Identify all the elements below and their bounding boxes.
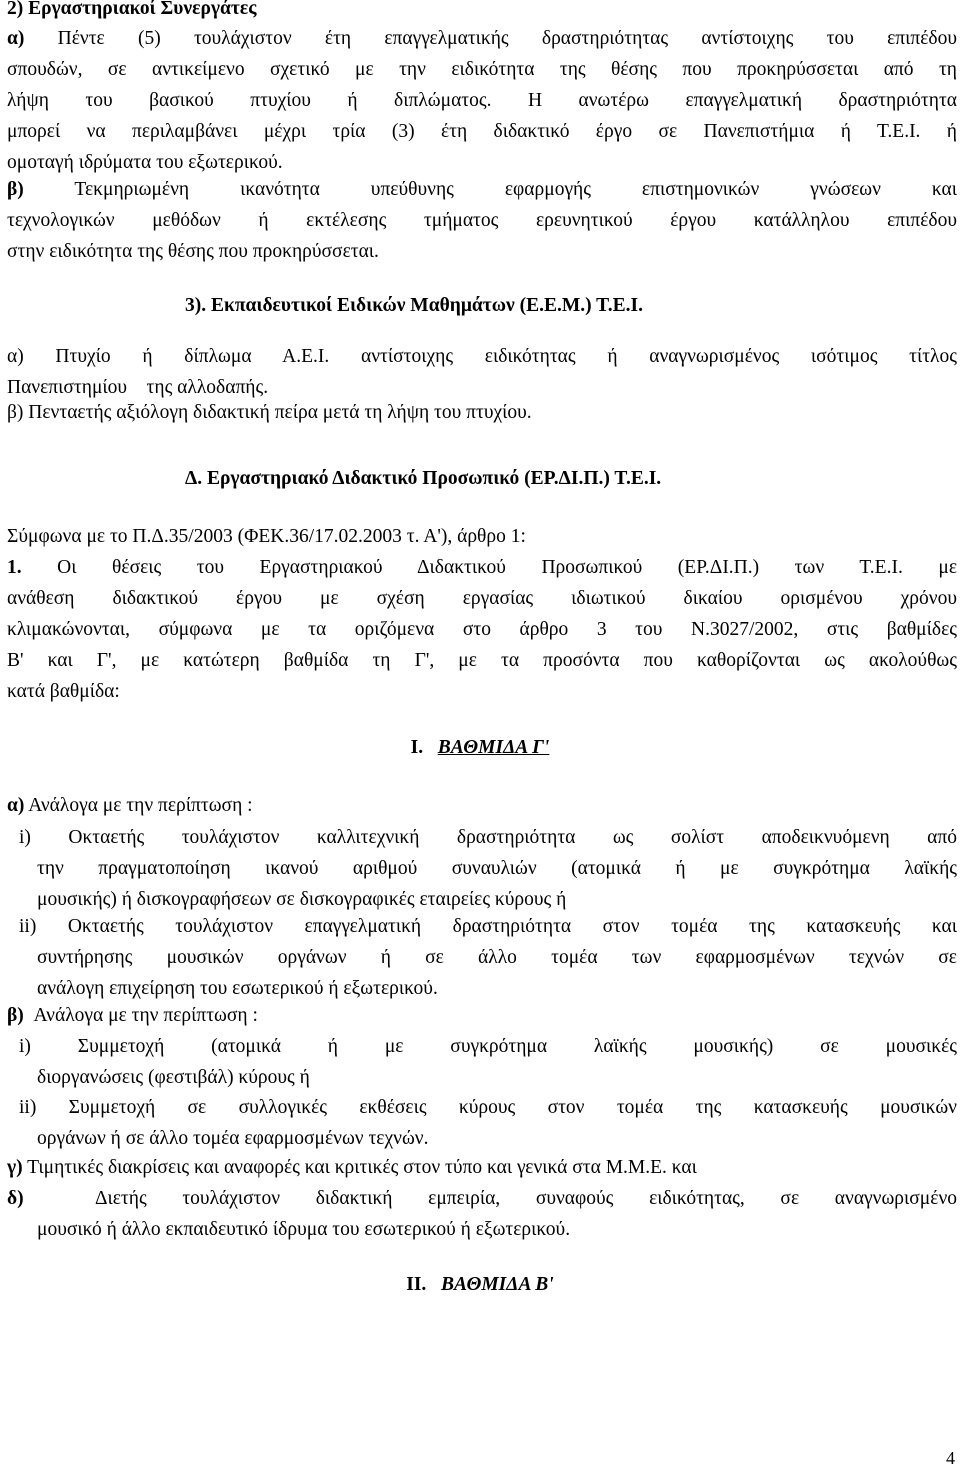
grade-g-label: ΒΑΘΜΙΔΑ Γ' <box>437 737 550 758</box>
grade-b-label: ΒΑΘΜΙΔΑ Β' <box>440 1274 554 1295</box>
grade-g-b-i-line-2: διοργανώσεις (φεστιβάλ) κύρους ή <box>37 1067 310 1088</box>
item-a-line-4: μπορεί να περιλαμβάνει μέχρι τρία (3) έτη διδακτικό έργο σε Πανεπιστήμια ή Τ.Ε.Ι. ή <box>7 121 957 142</box>
grade-g-b-ii-cont <box>37 1126 957 1152</box>
grade-g-item-b <box>7 1003 957 1029</box>
item-b-line-1: Τεκμηριωμένη ικανότητα υπεύθυνης εφαρμογής επιστημονικών γνώσεων και <box>74 179 957 200</box>
grade-g-c-text: Τιμητικές διακρίσεις και αναφορές και κριτικές στον τύπο και γενικά στα Μ.Μ.Ε. και <box>27 1157 697 1178</box>
section-3-heading: 3). Εκπαιδευτικοί Ειδικών Μαθημάτων (Ε.Ε.Μ.) Τ.Ε.Ι. <box>185 295 643 316</box>
grade-g-c-label: γ) <box>7 1157 23 1178</box>
grade-g-b-label: β) <box>7 1005 24 1026</box>
grade-g-d-cont <box>37 1217 957 1243</box>
grade-g-item-c <box>7 1155 957 1181</box>
grade-g-a-ii-line-2: συντήρησης μουσικών οργάνων ή σε άλλο τομέα των εφαρμοσμένων τεχνών σε <box>37 947 957 968</box>
grade-g-item-a <box>7 793 957 819</box>
item-b-line-3: στην ειδικότητα της θέσης που προκηρύσσεται. <box>7 241 379 262</box>
item-a-line-2: σπουδών, σε αντικείμενο σχετικό με την ειδικότητα της θέσης που προκηρύσσεται από τη <box>7 59 957 80</box>
grade-g-d-label: δ) <box>7 1188 24 1209</box>
item-a-line-5: ομοταγή ιδρύματα του εξωτερικού. <box>7 152 283 173</box>
grade-g-number: Ι. <box>410 737 424 758</box>
grade-g-a-i <box>19 825 957 851</box>
item-b-line-2: τεχνολογικών μεθόδων ή εκτέλεσης τμήματος ερευνητικού έργου κατάλληλου επιπέδου <box>7 210 957 231</box>
grade-g-a-i-cont <box>37 856 957 913</box>
grade-g-b-ii-line-2: οργάνων ή σε άλλο τομέα εφαρμοσμένων τεχνών. <box>37 1128 429 1149</box>
section-2-item-a <box>7 26 957 176</box>
grade-g-a-label: α) <box>7 795 25 816</box>
grade-g-a-ii-line-1: ii) Οκταετής τουλάχιστον επαγγελματική δραστηριότητα στον τομέα της κατασκευής και <box>19 916 957 937</box>
paragraph-1-line-1: Οι θέσεις του Εργαστηριακού Διδακτικού Προσωπικού (ΕΡ.ΔΙ.Π.) των Τ.Ε.Ι. με <box>57 557 958 578</box>
paragraph-1-line-4: Β' και Γ', με κατώτερη βαθμίδα τη Γ', με τα προσόντα που καθορίζονται ως ακολούθως <box>7 650 957 671</box>
grade-g-a-i-line-1: i) Οκταετής τουλάχιστον καλλιτεχνική δραστηριότητα ως σολίστ αποδεικνυόμενη από <box>19 827 957 848</box>
grade-g-d-line-1: Διετής τουλάχιστον διδακτική εμπειρία, συναφούς ειδικότητας, σε αναγνωρισμένο <box>94 1188 958 1209</box>
grade-g-item-d <box>7 1186 957 1212</box>
s3-item-a-line-2: Πανεπιστημίου της αλλοδαπής. <box>7 377 269 398</box>
grade-b-title <box>0 1272 960 1298</box>
page-number: 4 <box>946 1448 955 1468</box>
grade-g-a-ii <box>19 914 957 940</box>
item-b-label: β) <box>7 179 24 200</box>
grade-g-b-ii-line-1: ii) Συμμετοχή σε συλλογικές εκθέσεις κύρους στον τομέα της κατασκευής μουσικών <box>19 1097 957 1118</box>
s3-item-a-line-1: α) Πτυχίο ή δίπλωμα Α.Ε.Ι. αντίστοιχης ειδικότητας ή αναγνωρισμένος ισότιμος τίτλος <box>7 346 957 367</box>
item-a-label: α) <box>7 28 25 49</box>
grade-g-a-ii-line-3: ανάλογη επιχείρηση του εσωτερικού ή εξωτερικού. <box>37 978 438 999</box>
section-2-heading: 2) Εργαστηριακοί Συνεργάτες <box>7 0 257 19</box>
grade-g-a-intro: Ανάλογα με την περίπτωση : <box>28 795 253 816</box>
grade-g-b-ii <box>19 1095 957 1121</box>
grade-g-b-i-line-1: i) Συμμετοχή (ατομικά ή με συγκρότημα λαϊκής μουσικής) σε μουσικές <box>19 1036 957 1057</box>
paragraph-1-number: 1. <box>7 557 22 578</box>
section-3-item-b <box>7 400 957 426</box>
law-reference: Σύμφωνα με το Π.Δ.35/2003 (ΦΕΚ.36/17.02.2003 τ. Α'), άρθρο 1: <box>7 526 526 547</box>
item-a-line-1: Πέντε (5) τουλάχιστον έτη επαγγελματικής δραστηριότητας αντίστοιχης του επιπέδου <box>57 28 957 49</box>
s3-item-b-line-1: β) Πενταετής αξιόλογη διδακτική πείρα μετά τη λήψη του πτυχίου. <box>7 402 532 423</box>
item-a-line-3: λήψη του βασικού πτυχίου ή διπλώματος. Η ανωτέρω επαγγελματική δραστηριότητα <box>7 90 957 111</box>
section-d-heading: Δ. Εργαστηριακό Διδακτικό Προσωπικό (ΕΡ.ΔΙ.Π.) Τ.Ε.Ι. <box>185 468 662 489</box>
grade-g-d-line-2: μουσικό ή άλλο εκπαιδευτικό ίδρυμα του εσωτερικού ή εξωτερικού. <box>37 1219 571 1240</box>
grade-g-b-i <box>19 1034 957 1060</box>
grade-g-a-i-line-2: την πραγματοποίηση ικανού αριθμού συναυλιών (ατομικά ή με συγκρότημα λαϊκής <box>37 858 957 879</box>
paragraph-1-line-3: κλιμακώνονται, σύμφωνα με τα οριζόμενα στο άρθρο 3 του Ν.3027/2002, στις βαθμίδες <box>7 619 957 640</box>
grade-g-title <box>0 735 960 761</box>
section-2-item-b <box>7 177 957 265</box>
grade-g-b-i-cont <box>37 1065 957 1091</box>
section-3-item-a <box>7 344 957 401</box>
grade-g-a-ii-cont <box>37 945 957 1002</box>
paragraph-1-line-2: ανάθεση διδακτικού έργου με σχέση εργασίας ιδιωτικού δικαίου ορισμένου χρόνου <box>7 588 957 609</box>
paragraph-1 <box>7 555 957 705</box>
grade-g-a-i-line-3: μουσικής) ή δισκογραφήσεων σε δισκογραφικές εταιρείες κύρους ή <box>37 889 567 910</box>
grade-g-b-intro: Ανάλογα με την περίπτωση : <box>33 1005 258 1026</box>
grade-b-number: ΙΙ. <box>406 1274 427 1295</box>
paragraph-1-line-5: κατά βαθμίδα: <box>7 681 120 702</box>
